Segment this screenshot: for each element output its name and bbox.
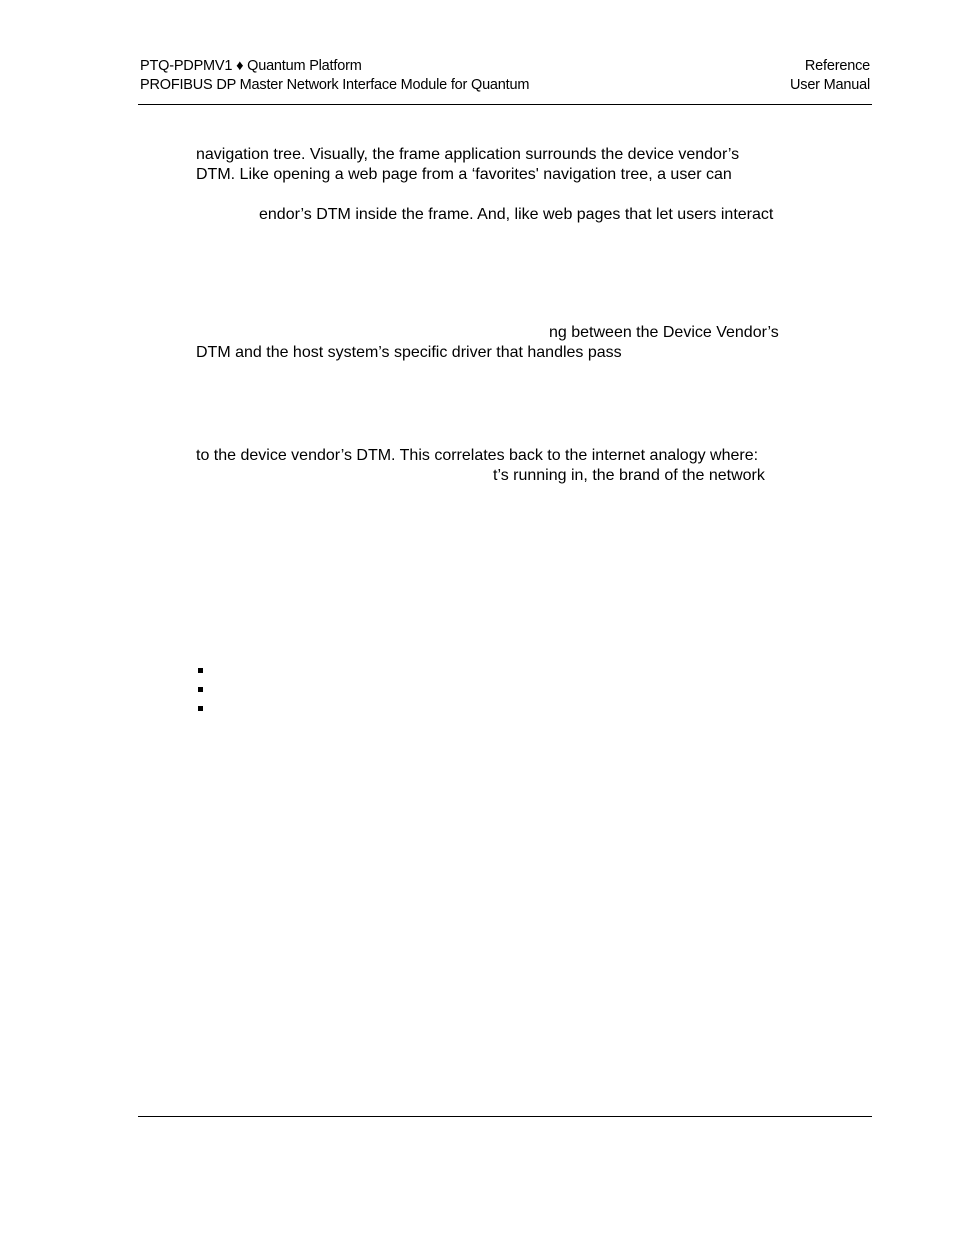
body-line-1: navigation tree. Visually, the frame application surrounds the device vendor’s <box>196 146 740 163</box>
section-label: Reference <box>804 58 870 74</box>
footer-divider <box>138 1116 872 1117</box>
body-line-6: to the device vendor’s DTM. This correlates back to the internet analogy where: <box>196 447 759 464</box>
bullet-marker <box>198 668 203 673</box>
header-divider <box>138 104 872 105</box>
bullet-marker <box>198 706 203 711</box>
body-line-5: DTM and the host system’s specific driver that handles pass <box>196 344 622 361</box>
header-right <box>790 57 870 95</box>
body-line-7: t’s running in, the brand of the network <box>493 467 765 484</box>
product-title: PTQ-PDPMV1 ♦ Quantum Platform <box>140 58 362 74</box>
bullet-marker <box>198 687 203 692</box>
body-line-4: ng between the Device Vendor’s <box>549 324 779 341</box>
product-subtitle: PROFIBUS DP Master Network Interface Module for Quantum <box>140 77 530 93</box>
header-left <box>140 57 529 95</box>
body-line-3: endor’s DTM inside the frame. And, like web pages that let users interact <box>259 206 774 223</box>
body-line-2: DTM. Like opening a web page from a ‘favorites' navigation tree, a user can <box>196 166 732 183</box>
manual-label: User Manual <box>790 77 870 93</box>
